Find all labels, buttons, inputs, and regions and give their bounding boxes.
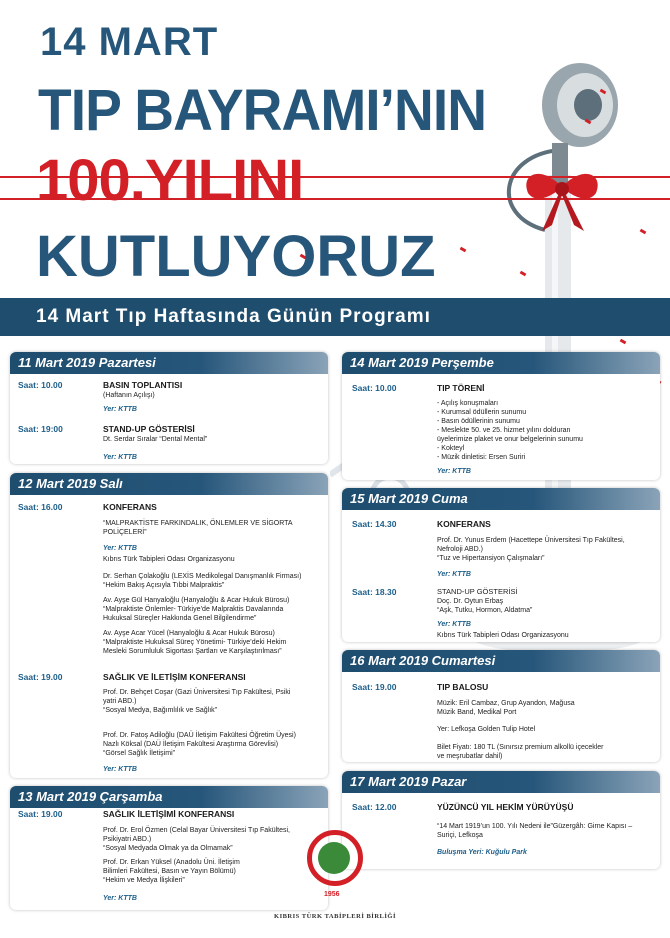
talk: Prof. Dr. Fatoş Adiloğlu (DAÜ İletişim Fakültesi Öğretim Üyesi) Nazlı Köksal (DAÜ İletişim Fakültesi Araştırma Görevlisi) “Görsel Sağlık İletişimi” <box>103 732 296 757</box>
event-venue: Yer: KTTB <box>103 406 137 413</box>
header-date: 14 MART <box>40 20 219 64</box>
event-venue: Yer: KTTB <box>103 895 137 902</box>
day-title: 12 Mart 2019 Salı <box>10 473 328 495</box>
event-title: TIP TÖRENİ <box>437 383 485 393</box>
event-time: Saat: 19.00 <box>18 809 63 819</box>
event-time: Saat: 19.00 <box>18 672 63 682</box>
day-title: 17 Mart 2019 Pazar <box>342 771 660 793</box>
day-title: 16 Mart 2019 Cumartesi <box>342 650 660 672</box>
day-title: 13 Mart 2019 Çarşamba <box>10 786 328 808</box>
event-text: Doç. Dr. Oytun Erbaş “Aşk, Tutku, Hormon, Aldatma” <box>437 598 533 614</box>
day-title: 11 Mart 2019 Pazartesi <box>10 352 328 374</box>
event-time: Saat: 12.00 <box>352 802 397 812</box>
gift-bow-icon <box>512 165 612 235</box>
event-organizer: Kıbrıs Türk Tabipleri Odası Organizasyonu <box>437 632 569 639</box>
event-venue-text: Yer: Lefkoşa Golden Tulip Hotel <box>437 726 536 733</box>
talk: Av. Ayşe Gül Hanyaloğlu (Hanyaloğlu & Acar Hukuk Bürosu) “Malpraktiste Önlemler- Türkiye’de Malpraktis Davalarında Hukuksal Süreçler Hakkında Genel Bilgilendirme” <box>103 597 290 622</box>
event-time: Saat: 19:00 <box>18 424 63 434</box>
talk: Dr. Serhan Çolakoğlu (LEXİS Medikolegal Danışmanlık Firması) “Hekim Bakış Açısıyla Tıbbi Malpraktis” <box>103 573 302 589</box>
event-text: Prof. Dr. Yunus Erdem (Hacettepe Üniversitesi Tıp Fakültesi, Nefroloji ABD.) “Tuz ve Hipertansiyon Çalışmaları” <box>437 537 625 562</box>
talk: Prof. Dr. Erkan Yüksel (Anadolu Üni. İletişim Bilimleri Fakültesi, Basın ve Yayın Bölümü) “Hekim ve Medya İlişkileri” <box>103 859 240 884</box>
logo-year: 1956 <box>324 891 340 898</box>
event-title-small: STAND-UP GÖSTERİSİ <box>437 587 518 596</box>
event-title: YÜZÜNCÜ YIL HEKİM YÜRÜYÜŞÜ <box>437 802 574 812</box>
event-venue: Yer: KTTB <box>437 571 471 578</box>
kttb-logo-map-icon <box>318 842 350 874</box>
talk: Prof. Dr. Erol Özmen (Celal Bayar Üniversitesi Tıp Fakültesi, Psikiyatri ABD.) “Sosyal Medyada Olmak ya da Olmamak” <box>103 827 290 852</box>
event-title: STAND-UP GÖSTERİSİ <box>103 424 195 434</box>
event-meeting-point: Buluşma Yeri: Kuğulu Park <box>437 849 527 856</box>
event-time: Saat: 10.00 <box>352 383 397 393</box>
event-venue: Yer: KTTB <box>103 766 137 773</box>
event-text: Dt. Serdar Sıralar “Dental Mental” <box>103 436 208 443</box>
footer-org: KIBRIS TÜRK TABİPLERİ BİRLİĞİ <box>274 913 396 920</box>
event-title: SAĞLIK VE İLETİŞİM KONFERANSI <box>103 672 246 682</box>
event-text: “MALPRAKTİSTE FARKINDALIK, ÖNLEMLER VE SİGORTA POLİÇELERİ” <box>103 520 293 536</box>
event-text: Müzik: Eril Cambaz, Grup Ayandon, Mağusa Müzik Band, Medikal Port <box>437 700 575 716</box>
event-time: Saat: 18.30 <box>352 587 397 597</box>
event-title: KONFERANS <box>103 502 157 512</box>
header-celebrate: KUTLUYORUZ <box>36 224 436 289</box>
day-title: 14 Mart 2019 Perşembe <box>342 352 660 374</box>
event-time: Saat: 16.00 <box>18 502 63 512</box>
event-time: Saat: 10.00 <box>18 380 63 390</box>
header-title: TIP BAYRAMI’NIN <box>38 78 487 143</box>
event-title: BASIN TOPLANTISI <box>103 380 183 390</box>
event-venue: Yer: KTTB <box>103 545 137 552</box>
day-panel-15-mart <box>342 488 660 642</box>
event-ticket-text: Bilet Fiyatı: 180 TL (Sınırsız premium alkollü içecekler ve meşrubatlar dahil) <box>437 744 604 760</box>
event-text: “14 Mart 1919’un 100. Yılı Nedeni ile”Güzergâh: Girne Kapısı – Suriçi, Lefkoşa <box>437 823 633 839</box>
event-venue: Yer: KTTB <box>103 454 137 461</box>
event-venue: Yer: KTTB <box>437 621 471 628</box>
event-organizer: Kıbrıs Türk Tabipleri Odası Organizasyonu <box>103 556 235 563</box>
event-text: - Açılış konuşmaları - Kurumsal ödüllerin sunumu - Basın ödüllerinin sunumu - Meslekte 50. ve 25. hizmet yılını dolduran üyelerimize plaket ve onur belgelerinin sunumu - Kokteyl - Müzik dinletisi: Ersen Suriri <box>437 400 583 461</box>
event-venue: Yer: KTTB <box>437 468 471 475</box>
event-time: Saat: 19.00 <box>352 682 397 692</box>
event-text: (Haftanın Açılışı) <box>103 392 155 399</box>
event-time: Saat: 14.30 <box>352 519 397 529</box>
talk: Prof. Dr. Behçet Coşar (Gazi Üniversitesi Tıp Fakültesi, Psiki yatri ABD.) “Sosyal Medya, Bağımlılık ve Sağlık” <box>103 689 291 714</box>
event-title: SAĞLIK İLETİŞİMİ KONFERANSI <box>103 809 235 819</box>
day-title: 15 Mart 2019 Cuma <box>342 488 660 510</box>
header-anniversary: 100.YILINI <box>36 148 304 213</box>
talk: Av. Ayşe Acar Yücel (Hanyaloğlu & Acar Hukuk Bürosu) “Malpraktiste Hukuksal Süreç Yönetimi- Türkiye’deki Hekim Mesleki Sorumluluk Sigortası Şartları ve Karşılaştırılması” <box>103 630 287 655</box>
event-title: KONFERANS <box>437 519 491 529</box>
event-title: TIP BALOSU <box>437 682 489 692</box>
program-banner-title: 14 Mart Tıp Haftasında Günün Programı <box>36 306 431 327</box>
